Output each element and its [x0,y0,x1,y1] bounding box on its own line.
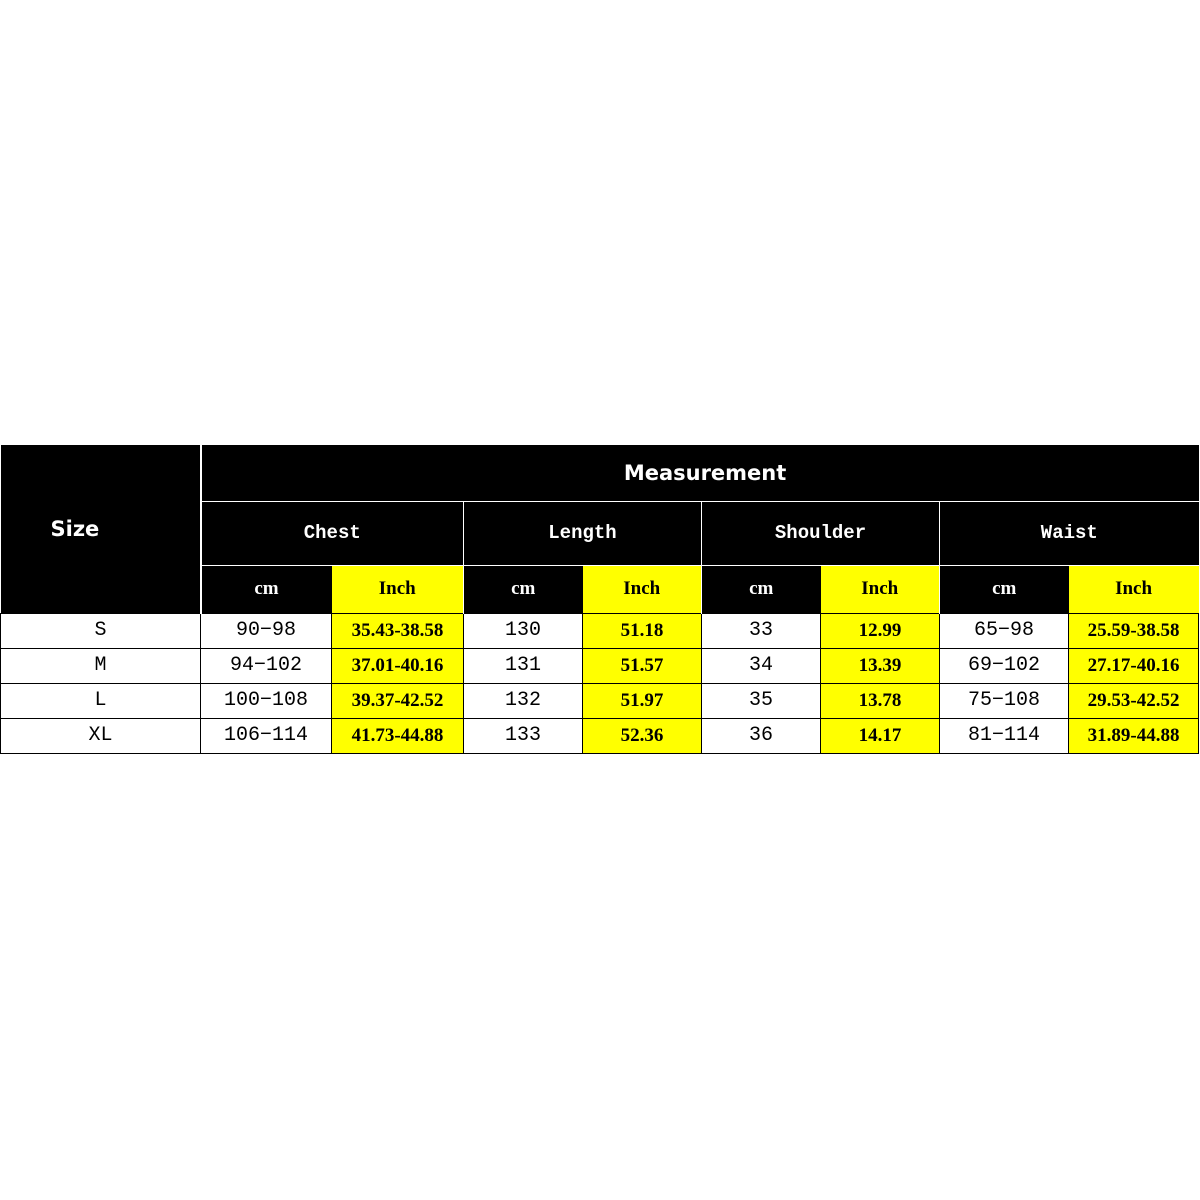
group-header-shoulder: Shoulder [702,501,940,565]
unit-header-chest-cm: cm [201,565,332,613]
waist-inch-cell: 25.59-38.58 [1069,613,1199,648]
chest-cm-cell: 90−98 [201,613,332,648]
size-cell: S [1,613,201,648]
length-inch-cell: 51.57 [583,648,702,683]
group-header-chest: Chest [201,501,464,565]
measurement-title: Measurement [201,445,1199,501]
chest-inch-cell: 39.37-42.52 [332,683,464,718]
group-header-length: Length [464,501,702,565]
length-cm-cell: 131 [464,648,583,683]
table-row [1,613,1199,648]
shoulder-cm-cell: 36 [702,718,821,753]
chest-inch-cell: 37.01-40.16 [332,648,464,683]
waist-cm-cell: 65−98 [940,613,1069,648]
chest-cm-cell: 100−108 [201,683,332,718]
size-chart-table [0,445,1199,754]
unit-header-shoulder-cm: cm [702,565,821,613]
shoulder-inch-cell: 13.39 [821,648,940,683]
unit-header-chest-inch: Inch [332,565,464,613]
unit-header-shoulder-inch: Inch [821,565,940,613]
shoulder-cm-cell: 35 [702,683,821,718]
length-cm-cell: 132 [464,683,583,718]
waist-inch-cell: 27.17-40.16 [1069,648,1199,683]
table-row [1,718,1199,753]
shoulder-cm-cell: 34 [702,648,821,683]
group-header-waist: Waist [940,501,1199,565]
waist-inch-cell: 29.53-42.52 [1069,683,1199,718]
waist-inch-cell: 31.89-44.88 [1069,718,1199,753]
waist-cm-cell: 81−114 [940,718,1069,753]
unit-header-length-cm: cm [464,565,583,613]
size-cell: XL [1,718,201,753]
chest-inch-cell: 41.73-44.88 [332,718,464,753]
length-cm-cell: 130 [464,613,583,648]
shoulder-inch-cell: 13.78 [821,683,940,718]
table-row [1,648,1199,683]
chest-inch-cell: 35.43-38.58 [332,613,464,648]
length-inch-cell: 51.18 [583,613,702,648]
shoulder-inch-cell: 12.99 [821,613,940,648]
size-header: Size [1,445,201,613]
size-cell: L [1,683,201,718]
waist-cm-cell: 75−108 [940,683,1069,718]
size-cell: M [1,648,201,683]
unit-header-length-inch: Inch [583,565,702,613]
chest-cm-cell: 94−102 [201,648,332,683]
unit-header-waist-inch: Inch [1069,565,1199,613]
unit-header-waist-cm: cm [940,565,1069,613]
length-inch-cell: 52.36 [583,718,702,753]
shoulder-inch-cell: 14.17 [821,718,940,753]
waist-cm-cell: 69−102 [940,648,1069,683]
length-cm-cell: 133 [464,718,583,753]
length-inch-cell: 51.97 [583,683,702,718]
table-row [1,683,1199,718]
shoulder-cm-cell: 33 [702,613,821,648]
chest-cm-cell: 106−114 [201,718,332,753]
